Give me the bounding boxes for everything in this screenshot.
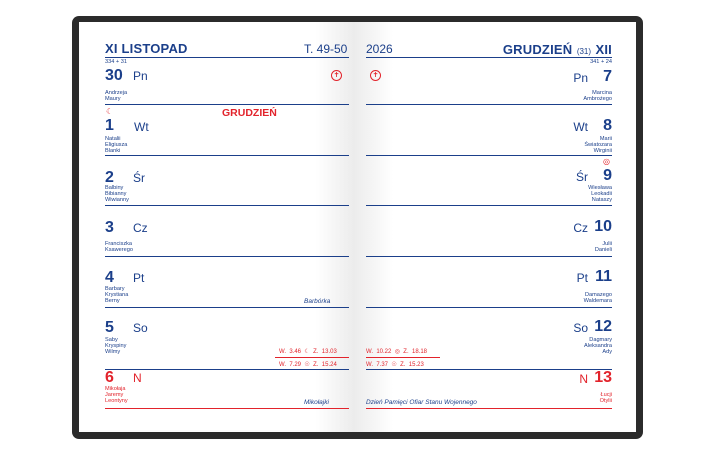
moon-rise-set: W. 10.22 ◎ Z. 18.18 <box>366 349 427 355</box>
day-name: Wt <box>573 120 588 134</box>
holiday-note: Mikołajki <box>304 399 329 406</box>
day-rule <box>366 104 612 105</box>
header-rule <box>105 57 349 58</box>
nameday-list: Łucji Otylii <box>599 392 612 405</box>
nameday-list: Damazego Waldemara <box>583 292 612 305</box>
day-number: 4 <box>105 269 114 286</box>
day-rule <box>105 205 349 206</box>
day-name: Cz <box>573 221 588 235</box>
holiday-note: Dzień Pamięci Ofiar Stanu Wojennego <box>366 399 477 406</box>
year-label: 2026 <box>366 42 393 56</box>
day-name: Pn <box>133 69 148 83</box>
day-number: 12 <box>594 318 612 335</box>
day-number: 30 <box>105 67 123 84</box>
week-number: T. 49-50 <box>304 42 348 56</box>
sun-icon: ☉ <box>391 362 397 368</box>
church-icon: ✝ <box>331 70 342 81</box>
right-month-header: GRUDZIEŃ (31) XII <box>502 42 612 57</box>
moon-phase-icon: ☾ <box>304 349 310 355</box>
left-month-title: XI LISTOPAD <box>105 41 188 56</box>
red-rule <box>366 357 440 358</box>
day-rule <box>105 104 349 105</box>
moon-phase-icon: ☾ <box>106 107 114 116</box>
nameday-list: Marii Światozara Wirginii <box>584 136 612 155</box>
day-number: 7 <box>603 68 612 85</box>
sun-rise-set: W. 7.37 ☉ Z. 15.23 <box>366 362 424 368</box>
day-number: 1 <box>105 117 114 134</box>
day-rule <box>366 155 612 156</box>
right-page <box>354 22 636 432</box>
day-number: 2 <box>105 169 114 186</box>
nameday-list: Mikołaja Jaremy Leontyny <box>105 386 128 405</box>
nameday-list: Balbiny Bibianny Wiwianny <box>105 185 129 204</box>
day-rule <box>366 205 612 206</box>
full-moon-icon: ◎ <box>603 157 610 166</box>
day-rule <box>366 408 612 409</box>
day-number: 3 <box>105 219 114 236</box>
day-number: 6 <box>105 369 114 386</box>
day-of-year: 341 + 24 <box>590 59 612 65</box>
holiday-note: Barbórka <box>304 298 331 305</box>
nameday-list: Marcina Ambrożego <box>583 90 612 103</box>
day-rule <box>366 307 612 308</box>
day-rule <box>105 369 349 370</box>
day-number: 10 <box>594 218 612 235</box>
nameday-list: Andrzeja Maury <box>105 90 128 103</box>
day-name: N <box>579 372 588 386</box>
header-rule <box>366 57 612 58</box>
day-rule <box>105 256 349 257</box>
red-rule <box>275 357 349 358</box>
day-number: 9 <box>603 167 612 184</box>
moon-rise-set: W. 3.46 ☾ Z. 13.03 <box>279 349 337 355</box>
day-name: Śr <box>576 170 588 184</box>
sun-rise-set: W. 7.29 ☉ Z. 15.24 <box>279 362 337 368</box>
moon-icon: ◎ <box>394 349 400 355</box>
day-name: N <box>133 371 142 385</box>
day-name: Cz <box>133 221 148 235</box>
sun-icon: ☉ <box>304 362 310 368</box>
day-rule <box>366 256 612 257</box>
day-number: 11 <box>595 268 612 285</box>
day-name: So <box>133 321 148 335</box>
day-name: Pn <box>573 71 588 85</box>
day-rule <box>105 307 349 308</box>
day-number: 5 <box>105 319 114 336</box>
day-name: Śr <box>133 171 145 185</box>
day-name: Pt <box>576 271 588 285</box>
nameday-list: Saby Kryspiny Wilmy <box>105 337 127 356</box>
day-of-year: 334 + 31 <box>105 59 127 65</box>
day-name: So <box>573 321 588 335</box>
nameday-list: Barbary Krystiana Berny <box>105 286 129 305</box>
left-page <box>79 22 354 432</box>
next-month-label: GRUDZIEŃ <box>222 107 277 119</box>
nameday-list: Franciszka Ksawerego <box>105 241 133 254</box>
day-number: 8 <box>603 117 612 134</box>
nameday-list: Natalii Eligiusza Blanki <box>105 136 128 155</box>
day-name: Pt <box>133 271 145 285</box>
nameday-list: Dagmary Aleksandra Ady <box>584 337 612 356</box>
day-number: 13 <box>594 369 612 386</box>
day-rule <box>366 369 612 370</box>
church-icon: ✝ <box>370 70 381 81</box>
day-name: Wt <box>134 120 149 134</box>
day-rule <box>105 155 349 156</box>
day-rule <box>105 408 349 409</box>
nameday-list: Wiesława Leokadii Nataszy <box>588 185 612 204</box>
nameday-list: Julii Danieli <box>594 241 612 254</box>
